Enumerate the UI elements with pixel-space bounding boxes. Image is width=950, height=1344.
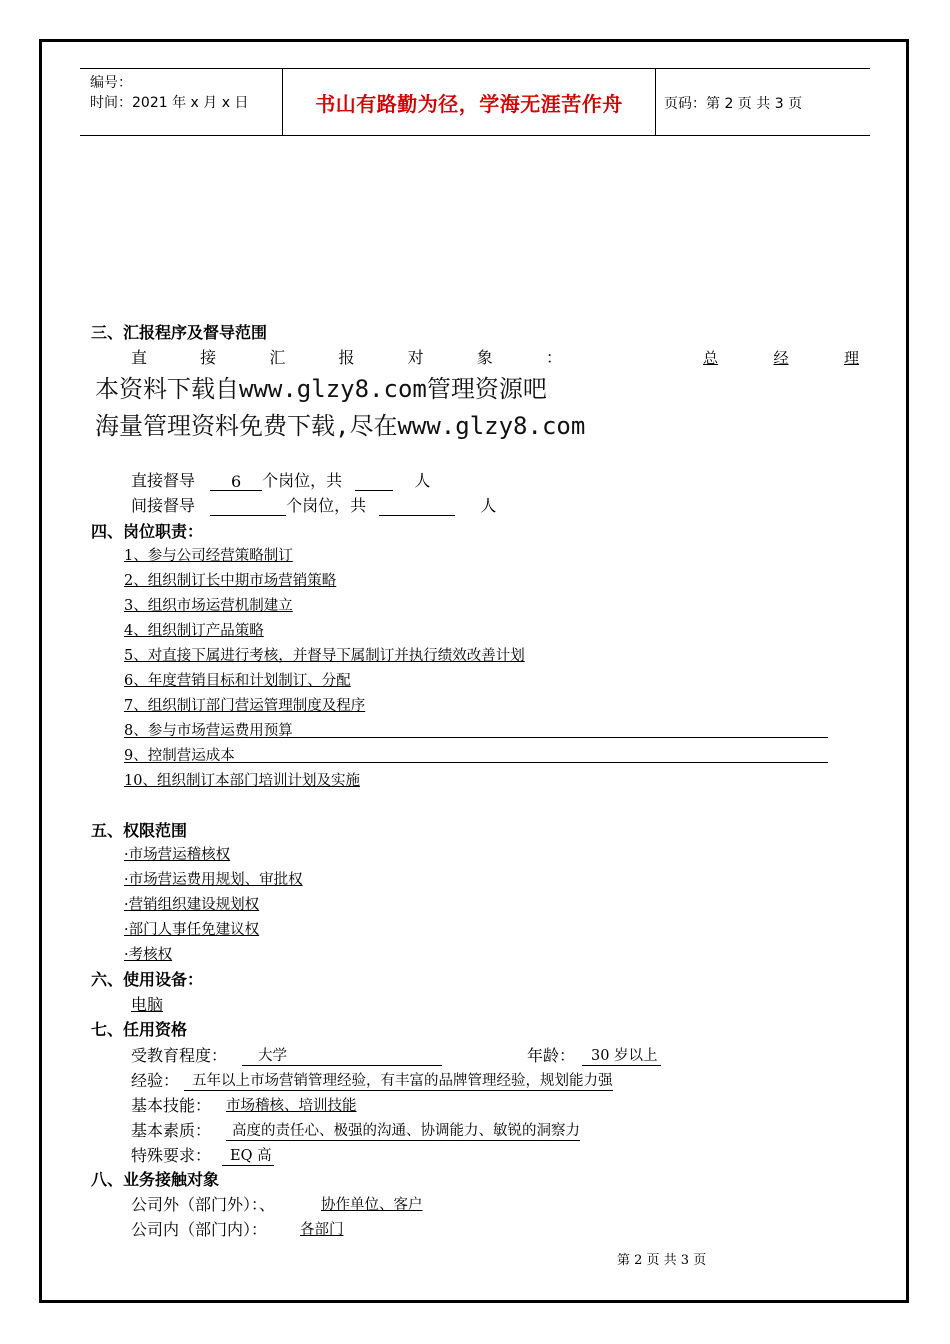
report-char: 直: [131, 348, 148, 367]
quality-label: 基本素质：: [131, 1121, 212, 1140]
age-value: 30 岁以上: [582, 1044, 661, 1066]
education-value: 大学: [242, 1044, 442, 1066]
internal-contact-label: 公司内（部门内）：: [131, 1220, 268, 1239]
section-7-title: 七、任用资格: [91, 1020, 188, 1039]
date-label: 时间：2021 年 x 月 x 日: [90, 95, 249, 111]
duty-item: 9、控制营运成本: [124, 748, 235, 764]
equipment-value: 电脑: [131, 995, 164, 1014]
skills-value: 市场稽核、培训技能: [226, 1098, 357, 1114]
page-info: 页码：第 2 页 共 3 页: [664, 96, 803, 112]
indirect-supervision-row: [131, 493, 496, 516]
age-label: 年龄：: [527, 1046, 576, 1065]
authority-item: ·营销组织建设规划权: [124, 897, 260, 913]
serial-number-label: 编号：: [90, 75, 132, 91]
report-char: 汇: [269, 348, 286, 367]
experience-value: 五年以上市场营销管理经验，有丰富的品牌管理经验，规划能力强: [184, 1069, 613, 1091]
internal-contact-value: 各部门: [300, 1222, 344, 1238]
duty-item: 8、参与市场营运费用预算: [124, 723, 293, 739]
underline-rule: [124, 737, 828, 738]
report-char: 接: [200, 348, 217, 367]
underline-rule: [124, 762, 828, 763]
people-unit: 人: [414, 471, 431, 490]
duty-item: 3、组织市场运营机制建立: [124, 598, 293, 614]
motto-text: 书山有路勤为径，学海无涯苦作舟: [315, 91, 623, 116]
duty-item: 1、参与公司经营策略制订: [124, 548, 293, 564]
document-header: [80, 68, 870, 136]
duty-item: 6、年度营销目标和计划制订、分配: [124, 673, 351, 689]
watermark-line-1: 本资料下载自www.glzy8.com管理资源吧: [95, 375, 547, 403]
report-target-label: [131, 345, 562, 368]
posts-text: 个岗位，共: [286, 496, 367, 515]
report-target-value: [703, 347, 859, 368]
report-char: ：: [545, 348, 562, 367]
duty-item: 4、组织制订产品策略: [124, 623, 264, 639]
section-8-title: 八、业务接触对象: [91, 1170, 220, 1189]
special-label: 特殊要求：: [131, 1146, 212, 1165]
motto-cell: [282, 69, 656, 135]
indirect-count-blank: [210, 497, 286, 516]
external-contact-value: 协作单位、客户: [321, 1197, 423, 1213]
duty-item: 7、组织制订部门营运管理制度及程序: [124, 698, 366, 714]
quality-value: 高度的责任心、极强的沟通、协调能力、敏锐的洞察力: [226, 1119, 580, 1141]
report-target-char: 总: [703, 349, 719, 367]
duty-item: 10、组织制订本部门培训计划及实施: [124, 773, 360, 789]
direct-supervision-row: [131, 468, 430, 491]
section-3-title: 三、汇报程序及督导范围: [91, 323, 268, 342]
direct-count: 6: [210, 472, 262, 491]
watermark-line-2: 海量管理资料免费下载,尽在www.glzy8.com: [95, 412, 586, 440]
direct-supervision-label: 直接督导: [131, 471, 196, 490]
skills-label: 基本技能：: [131, 1096, 212, 1115]
page-footer: 第 2 页 共 3 页: [617, 1253, 707, 1268]
report-target-char: 经: [773, 349, 789, 367]
authority-item: ·市场营运费用规划、审批权: [124, 872, 303, 888]
indirect-people-blank: [379, 497, 455, 516]
people-unit: 人: [480, 496, 497, 515]
section-4-title: 四、岗位职责：: [91, 522, 204, 541]
report-char: 报: [338, 348, 355, 367]
section-6-title: 六、使用设备：: [91, 970, 204, 989]
special-value: EQ 高: [222, 1144, 274, 1166]
posts-text: 个岗位，共: [262, 471, 343, 490]
indirect-supervision-label: 间接督导: [131, 496, 196, 515]
experience-label: 经验：: [131, 1071, 180, 1090]
report-target-char: 理: [843, 349, 859, 367]
duty-item: 2、组织制订长中期市场营销策略: [124, 573, 337, 589]
header-info: [90, 73, 248, 113]
report-char: 对: [407, 348, 424, 367]
duty-item: 5、对直接下属进行考核，并督导下属制订并执行绩效改善计划: [124, 648, 525, 664]
authority-item: ·考核权: [124, 947, 173, 963]
report-char: 象: [476, 348, 493, 367]
external-contact-label: 公司外（部门外）：、: [131, 1195, 276, 1214]
authority-item: ·市场营运稽核权: [124, 847, 231, 863]
education-label: 受教育程度：: [131, 1046, 228, 1065]
section-5-title: 五、权限范围: [91, 821, 188, 840]
direct-people-blank: [355, 472, 393, 491]
authority-item: ·部门人事任免建议权: [124, 922, 260, 938]
